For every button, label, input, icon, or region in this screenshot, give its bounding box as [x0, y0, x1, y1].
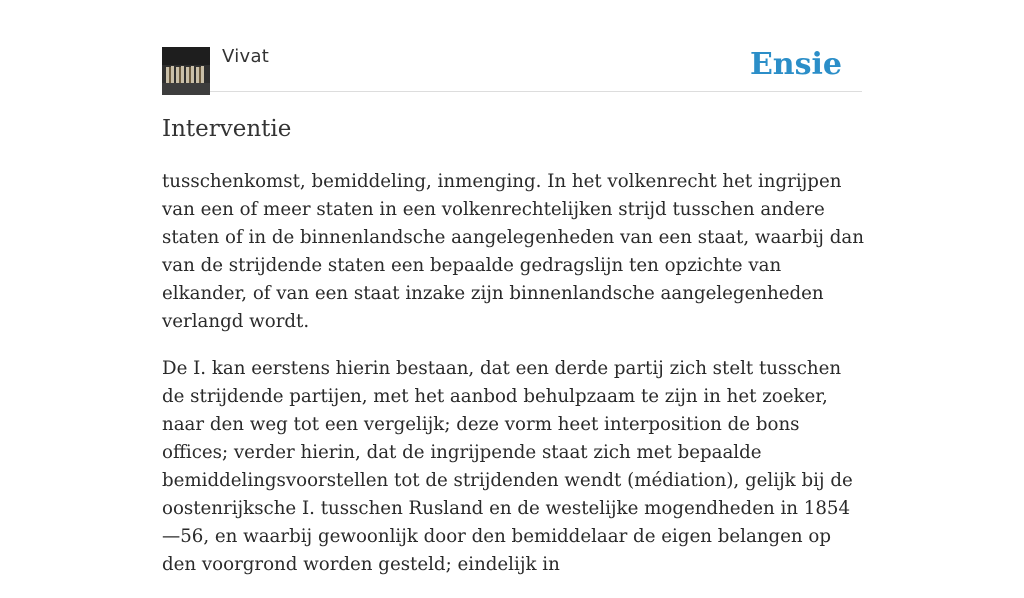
article-body: [162, 168, 868, 598]
bookshelf-icon: [162, 47, 210, 95]
page-title: Interventie: [162, 116, 292, 142]
page-header: [162, 0, 862, 92]
author-avatar[interactable]: [162, 47, 210, 95]
article-paragraph-2: De I. kan eerstens hierin bestaan, dat een derde partij zich stelt tusschen de strijdende partijen, met het aanbod behulpzaam te zijn in het zoeker, naar den weg tot een vergelijk; deze vorm heet interposition de bons offices; verder hierin, dat de ingrijpende staat zich met bepaalde bemiddelingsvoorstellen tot de strijdenden wendt (médiation), gelijk bij de oostenrijksche I. tusschen Rusland en de westelijke mogendheden in 1854—56, en waarbij gewoonlijk door den bemiddelaar de eigen belangen op den voorgrond worden gesteld; eindelijk in: [162, 358, 853, 575]
article-paragraph-1: tusschenkomst, bemiddeling, inmenging. In het volkenrecht het ingrijpen van een of meer staten in een volkenrechtelijken strijd tusschen andere staten of in de binnenlandsche aangelegenheden van een staat, waarbij dan van de strijdende staten een bepaalde gedragslijn ten opzichte van elkander, of van een staat inzake zijn binnenlandsche aangelegenheden verlangd wordt.: [162, 171, 864, 332]
author-name[interactable]: Vivat: [222, 46, 270, 67]
brand-logo[interactable]: Ensie: [749, 47, 842, 82]
page-container: [162, 0, 864, 575]
